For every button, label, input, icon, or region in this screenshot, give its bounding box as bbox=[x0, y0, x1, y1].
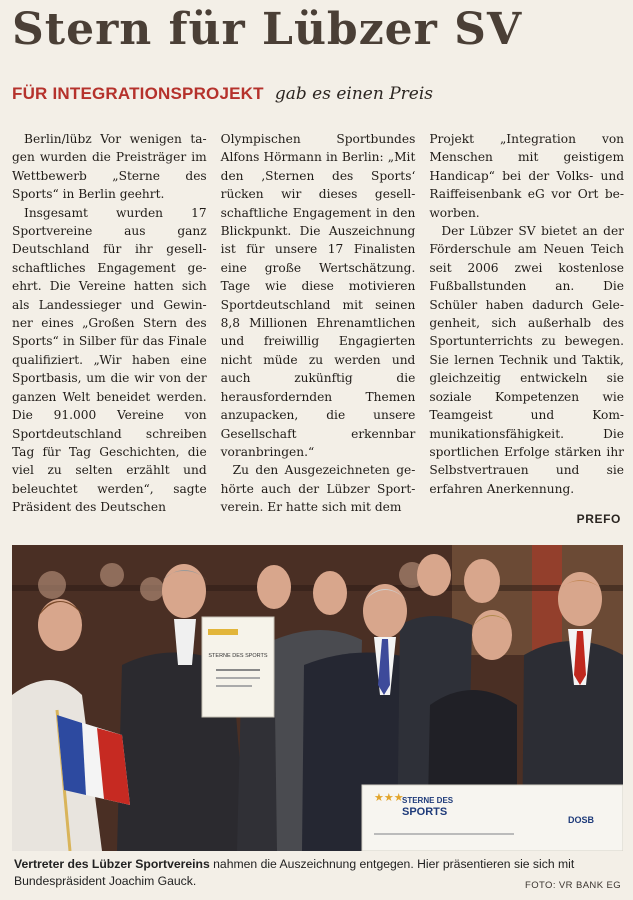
caption-lead: Vertreter des Lübzer Sportvereins bbox=[14, 857, 210, 871]
paragraph: Zu den Ausgezeichneten gehörte auch der Lübzer Sportverein. Er hatte sich mit dem bbox=[220, 463, 416, 515]
article-body bbox=[12, 130, 624, 530]
subhead-kicker: FÜR INTEGRATIONSPROJEKT bbox=[12, 84, 264, 103]
svg-text:★★★: ★★★ bbox=[374, 791, 404, 804]
certificate-title: STERNE DES SPORTS bbox=[208, 653, 268, 659]
paragraph: Berlin/lübz Vor wenigen tagen wurden die Preisträger im Wettbewerb „Sterne des Sports“ in Berlin geehrt. bbox=[12, 132, 207, 202]
cheque bbox=[362, 785, 623, 851]
group-photo bbox=[12, 545, 623, 851]
group-photo-illustration bbox=[12, 545, 623, 851]
headline: Stern für Lübzer SV bbox=[12, 4, 523, 55]
author-byline: PREFO bbox=[576, 512, 621, 526]
cheque-title-line2: SPORTS bbox=[402, 806, 448, 818]
paragraph: Insgesamt wurden 17 Sportvereine aus ganz Deutschland für ihr gesellschaftliches Engagement geehrt. Die Vereine hatten sich als Landessieger und Gewinner eines „Großen Stern des Sports“ in Silber für das Finale qualifiziert. „Wir haben eine Sportbasis, um die wir von der ganzen Welt beneidet werden. Die 91.000 Vereine von Sportdeutschland schreiben Tag für Tag Geschichten, die viel zu selten erzählt und beleuchtet werden“, sagte Präsident des Deutschen bbox=[12, 205, 207, 515]
cheque-brand: DOSB bbox=[568, 815, 595, 825]
cheque-title-line1: STERNE DES bbox=[402, 796, 454, 805]
article-column-2 bbox=[221, 130, 416, 530]
certificate bbox=[202, 617, 274, 717]
subhead-deck: gab es einen Preis bbox=[274, 84, 433, 104]
photo-credit: FOTO: VR BANK EG bbox=[525, 880, 621, 891]
paragraph: Olympischen Sportbundes Alfons Hörmann in Berlin: „Mit den ‚Sternen des Sports‘ rücken wir dieses gesellschaftliche Engagement in den Blickpunkt. Die Auszeichnung ist für unsere 17 Finalisten eine große Wertschätzung. Tage wie diese motivieren Sportdeutschland mit seinen 8,8 Millionen Ehrenamtlichen und freiwillig Engagierten nicht müde zu werden und auch zukünftig die herausfordernden Themen anzupacken, die unsere Gesellschaft erkennbar voranbringen.“ bbox=[220, 132, 416, 459]
paragraph: Projekt „Integration von Menschen mit geistigem Handicap“ bei der Volks- und Raiffeisenbank eG vor Ort beworben. bbox=[429, 132, 625, 220]
caption-text: nahmen die Auszeichnung entgegen. Hier präsentieren sie sich mit Bundespräsident Joachim Gauck. bbox=[14, 857, 575, 888]
paragraph: Der Lübzer SV bietet an der Förderschule am Neuen Teich seit 2006 zwei kostenlose Fußballstunden an. Die Schüler haben dadurch Gelegenheit, sich außerhalb des Sportunterrichts zu bewegen. Sie lernen Technik und Taktik, gleichzeitig entwickeln sie soziale Kompetenzen wie Teamgeist und Kommunikationsfähigkeit. Die sportlichen Erfolge stärken ihr Selbstvertrauen und sie erfahren Anerkennung. bbox=[429, 224, 625, 496]
subhead bbox=[12, 84, 433, 104]
article-column-3 bbox=[429, 130, 624, 530]
article-column-1 bbox=[12, 130, 207, 530]
